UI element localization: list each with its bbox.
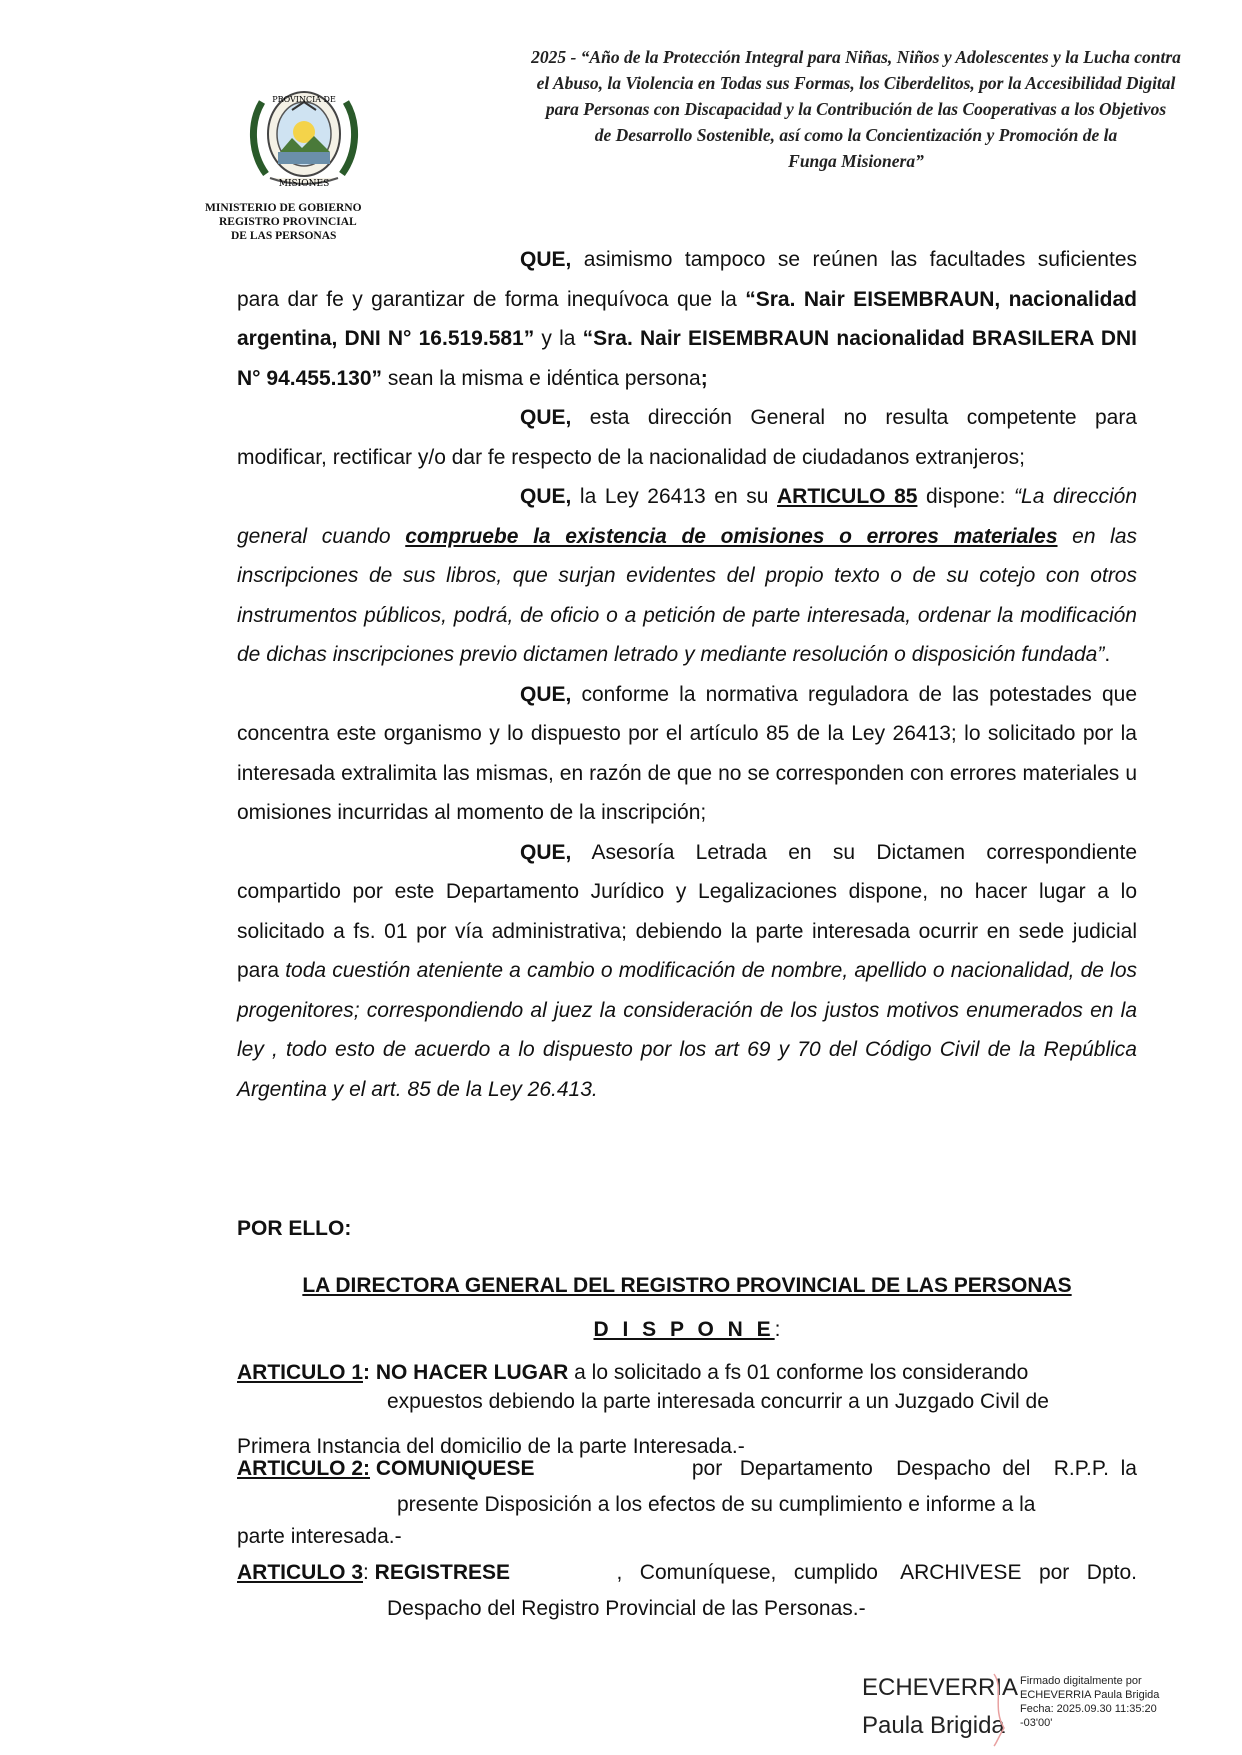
- article-line: presente Disposición a los efectos de su cumplimiento e informe a la: [397, 1493, 1036, 1516]
- motto-line: Funga Misionera”: [788, 151, 924, 171]
- motto-line: de Desarrollo Sostenible, así como la Concientización y Promoción de la: [594, 125, 1118, 145]
- por-ello: POR ELLO:: [237, 1217, 352, 1240]
- article-label: ARTICULO 2:: [237, 1457, 370, 1480]
- que-label: QUE,: [520, 248, 572, 271]
- text: sean la misma e idéntica persona: [382, 366, 701, 390]
- signature-line: Paula Brigida: [862, 1712, 1005, 1739]
- ministry-header: [205, 201, 405, 243]
- province-seal: [240, 82, 368, 192]
- article-label: ARTICULO 1: [237, 1361, 363, 1384]
- ministry-line: DE LAS PERSONAS: [231, 230, 337, 242]
- dispone-heading: [237, 1318, 1137, 1342]
- article-85-ref: ARTICULO 85: [777, 485, 918, 508]
- article-line: Primera Instancia del domicilio de la parte Interesada.-: [237, 1435, 745, 1458]
- text: y la: [534, 327, 583, 350]
- dispone-colon: :: [774, 1318, 781, 1341]
- article-line: Despacho del Registro Provincial de las Personas.-: [387, 1597, 866, 1620]
- que-label: QUE,: [520, 840, 572, 864]
- que-label: QUE,: [520, 682, 572, 706]
- year-motto: [500, 44, 1212, 174]
- dispone-word: D I S P O N E: [593, 1318, 775, 1341]
- text: dispone:: [917, 485, 1015, 508]
- ministry-line: MINISTERIO DE GOBIERNO: [205, 202, 362, 214]
- text: Asesoría Letrada en su Dictamen correspondiente compartido por este Departamento Jurídico y Legalizaciones dispone, no hacer lugar a lo solicitado a fs. 01 por vía administrativa; debiendo la parte interesada ocurrir en sede judicial para: [237, 840, 1137, 982]
- que-label: QUE,: [520, 485, 572, 508]
- text: esta dirección General no resulta competente para modificar, rectificar y/o dar fe respecto de la nacionalidad de ciudadanos extranjeros;: [237, 406, 1137, 469]
- signature-line: ECHEVERRIA: [862, 1674, 1019, 1701]
- article-2: [237, 1453, 1137, 1553]
- document-body: [237, 240, 1137, 1109]
- ministry-line: REGISTRO PROVINCIAL: [219, 216, 357, 228]
- text: a lo solicitado a fs 01 conforme los considerando: [568, 1361, 1029, 1384]
- digital-signature-info: [1020, 1674, 1159, 1730]
- text: :: [363, 1361, 376, 1384]
- article-verb: COMUNIQUESE: [370, 1457, 535, 1480]
- text: conforme la normativa reguladora de las potestades que concentra este organismo y lo dispuesto por el artículo 85 de la Ley 26413; lo solicitado por la interesada extralimita las mismas, en razón de que no se corresponden con errores materiales u omisiones incurridas al momento de la inscripción;: [237, 682, 1137, 824]
- paragraph-que-4: [237, 675, 1137, 833]
- article-1: [237, 1357, 1137, 1463]
- text: ;: [700, 366, 708, 390]
- motto-line: para Personas con Discapacidad y la Contribución de las Cooperativas a los Objetivos: [545, 99, 1167, 119]
- signature-info-line: ECHEVERRIA Paula Brigida: [1020, 1689, 1160, 1701]
- article-label: ARTICULO 3: [237, 1561, 363, 1584]
- person-brasilera: “Sra. Nair EISEMBRAUN nacionalidad BRASILERA DNI N° 94.455.130”: [237, 327, 1137, 390]
- article-verb: REGISTRESE: [374, 1561, 511, 1584]
- text: .: [1104, 643, 1111, 666]
- text: , Comuníquese, cumplido ARCHIVESE por Dpto.: [616, 1561, 1137, 1584]
- text: por Departamento Despacho del R.P.P. la: [674, 1457, 1137, 1480]
- article-verb: NO HACER LUGAR: [375, 1361, 569, 1384]
- text: asimismo tampoco se reúnen las facultades suficientes para dar fe y garantizar de forma inequívoca que la: [237, 248, 1137, 311]
- motto-line: 2025 - “Año de la Protección Integral para Niñas, Niños y Adolescentes y la Lucha contra: [531, 47, 1181, 67]
- que-label: QUE,: [520, 406, 572, 429]
- text: :: [363, 1561, 375, 1584]
- quote-emphasis: compruebe la existencia de omisiones o errores materiales: [405, 524, 1058, 548]
- motto-line: el Abuso, la Violencia en Todas sus Formas, los Ciberdelitos, por la Accesibilidad Digital: [536, 73, 1176, 93]
- quote: en las inscripciones de sus libros, que surjan evidentes del propio texto o de su cotejo con otros instrumentos públicos, podrá, de oficio o a petición de parte interesada, ordenar la modificación de dichas inscripciones previo dictamen letrado y mediante resolución o disposición fundada”: [237, 524, 1138, 666]
- signature-info-line: Firmado digitalmente por: [1020, 1675, 1142, 1687]
- signature-info-line: Fecha: 2025.09.30 11:35:20: [1020, 1703, 1157, 1715]
- paragraph-que-1: [237, 240, 1137, 398]
- text: la Ley 26413 en su: [571, 485, 777, 508]
- quote: toda cuestión ateniente a cambio o modificación de nombre, apellido o nacionalidad, de los progenitores; correspondiendo al juez la consideración de los justos motivos enumerados en la ley , todo esto de acuerdo a lo dispuesto por los art 69 y 70 del Código Civil de la República Argentina y el art. 85 de la Ley 26.413.: [237, 959, 1137, 1101]
- article-line: parte interesada.-: [237, 1525, 402, 1548]
- person-argentina: “Sra. Nair EISEMBRAUN, nacionalidad argentina, DNI N° 16.519.581”: [237, 287, 1138, 350]
- article-3: [237, 1557, 1137, 1625]
- quote: “La dirección general cuando: [237, 485, 1137, 548]
- paragraph-que-2: [237, 398, 1137, 477]
- director-title: LA DIRECTORA GENERAL DEL REGISTRO PROVINCIAL DE LAS PERSONAS: [302, 1274, 1072, 1297]
- article-line: expuestos debiendo la parte interesada concurrir a un Juzgado Civil de: [387, 1390, 1049, 1413]
- signature-mark-icon: [990, 1668, 1010, 1748]
- paragraph-que-3: [237, 477, 1137, 675]
- seal-text-top: PROVINCIA DE: [272, 95, 336, 104]
- seal-text-bottom: MISIONES: [278, 179, 330, 189]
- signature-info-line: -03'00': [1020, 1717, 1053, 1729]
- paragraph-que-5: [237, 833, 1137, 1110]
